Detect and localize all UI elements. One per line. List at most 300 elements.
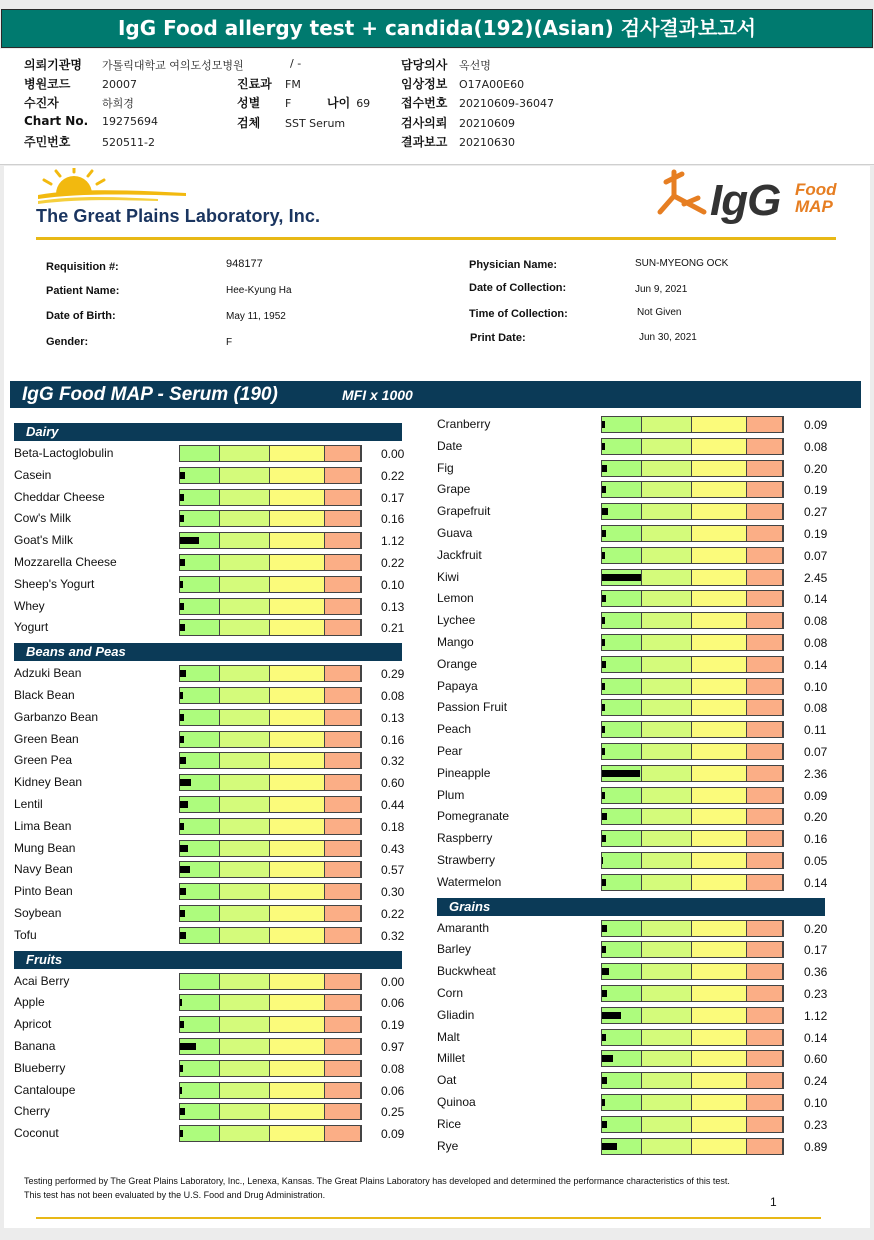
bar-zone xyxy=(642,853,692,868)
bar-zone xyxy=(220,1039,270,1054)
patient-name-label: Patient Name: xyxy=(46,285,120,297)
bar-zone xyxy=(270,906,325,921)
collection-time-value: Not Given xyxy=(637,307,682,318)
header-field-clinical-info xyxy=(401,75,524,92)
food-bar xyxy=(601,612,784,629)
bar-zone xyxy=(642,809,692,824)
food-bar xyxy=(179,489,362,506)
footer-disclaimer: Testing performed by The Great Plains Laboratory, Inc., Lenexa, Kansas. The Great Plains Laboratory has developed and determined the performance characteristics of this test. This test has not been evaluated by the U.S. Food and Drug Administration. xyxy=(24,1176,730,1200)
bar-zone xyxy=(180,906,220,921)
food-row-pineapple xyxy=(437,765,844,785)
bar-zone xyxy=(325,533,361,548)
divider xyxy=(36,237,836,240)
bar-zone xyxy=(747,1008,783,1023)
bar-zone xyxy=(270,995,325,1010)
food-value: 0.17 xyxy=(804,943,828,957)
bar-zone xyxy=(692,461,747,476)
food-name: Watermelon xyxy=(437,875,502,889)
bar-zone xyxy=(747,657,783,672)
food-bar xyxy=(179,532,362,549)
bar-zone xyxy=(325,775,361,790)
bar-zone xyxy=(747,700,783,715)
food-row-quinoa xyxy=(437,1094,844,1114)
bar-zone xyxy=(325,577,361,592)
food-bar xyxy=(601,569,784,586)
food-bar xyxy=(179,752,362,769)
bar-zone xyxy=(270,884,325,899)
food-row-date xyxy=(437,438,844,458)
food-row-pear xyxy=(437,743,844,763)
food-row-cow-s-milk xyxy=(14,510,421,530)
header-label: 의뢰기관명 xyxy=(24,58,82,72)
bar-zone xyxy=(270,1126,325,1141)
header-field-institution xyxy=(24,56,244,73)
food-value: 0.44 xyxy=(381,798,405,812)
food-bar xyxy=(601,787,784,804)
bar-zone xyxy=(325,995,361,1010)
food-bar xyxy=(601,1072,784,1089)
collection-time-label: Time of Collection: xyxy=(469,308,568,320)
food-value: 0.43 xyxy=(381,842,405,856)
bar-zone xyxy=(747,744,783,759)
bar-zone xyxy=(270,1061,325,1076)
bar-zone xyxy=(747,964,783,979)
food-name: Banana xyxy=(14,1039,56,1053)
bar-zone xyxy=(270,533,325,548)
bar-zone xyxy=(602,461,642,476)
bar-zone xyxy=(747,722,783,737)
header-value: 20210630 xyxy=(459,136,515,149)
food-bar xyxy=(601,481,784,498)
food-name: Mango xyxy=(437,635,474,649)
bar-zone xyxy=(602,809,642,824)
header-label: 나이 xyxy=(327,96,351,110)
header-label: 임상정보 xyxy=(401,77,448,91)
food-bar xyxy=(601,460,784,477)
food-name: Apricot xyxy=(14,1017,52,1031)
food-value: 0.10 xyxy=(381,578,405,592)
food-bar-fill xyxy=(180,515,184,522)
food-row-lima-bean xyxy=(14,818,421,838)
header-value: FM xyxy=(285,78,301,91)
header-value: 520511-2 xyxy=(102,136,155,149)
header-label: 성별 xyxy=(237,96,261,110)
food-bar xyxy=(601,808,784,825)
bar-zone xyxy=(180,974,220,989)
bar-zone xyxy=(180,577,220,592)
food-row-coconut xyxy=(14,1125,421,1145)
food-bar-fill xyxy=(180,714,184,721)
bar-zone xyxy=(692,744,747,759)
bar-zone xyxy=(747,831,783,846)
food-name: Cranberry xyxy=(437,417,491,431)
bar-zone xyxy=(602,1073,642,1088)
bar-zone xyxy=(642,482,692,497)
food-row-millet xyxy=(437,1050,844,1070)
food-row-pomegranate xyxy=(437,808,844,828)
food-value: 0.09 xyxy=(804,789,828,803)
header-label: Chart No. xyxy=(24,114,89,128)
food-bar-fill xyxy=(180,537,199,544)
header-value: O17A00E60 xyxy=(459,78,525,91)
food-value: 0.27 xyxy=(804,505,828,519)
header-field-specimen xyxy=(237,114,345,131)
bar-zone xyxy=(692,679,747,694)
header-label: 검사의뢰 xyxy=(401,116,448,130)
bar-zone xyxy=(747,591,783,606)
food-name: Oat xyxy=(437,1073,457,1087)
bar-zone xyxy=(325,710,361,725)
food-bar-fill xyxy=(602,661,606,668)
food-value: 0.00 xyxy=(381,975,405,989)
food-value: 0.13 xyxy=(381,711,405,725)
bar-zone xyxy=(325,1017,361,1032)
bar-zone xyxy=(325,555,361,570)
bar-zone xyxy=(270,468,325,483)
food-row-passion-fruit xyxy=(437,699,844,719)
food-value: 0.57 xyxy=(381,863,405,877)
bar-zone xyxy=(747,1030,783,1045)
bar-zone xyxy=(270,446,325,461)
bar-zone xyxy=(325,490,361,505)
section-header-grains: Grains xyxy=(437,898,825,916)
food-name: Whey xyxy=(14,599,45,613)
bar-zone xyxy=(602,831,642,846)
food-value: 0.23 xyxy=(804,1118,828,1132)
food-bar xyxy=(179,576,362,593)
food-name: Adzuki Bean xyxy=(14,666,82,680)
food-name: Pineapple xyxy=(437,766,491,780)
food-name: Soybean xyxy=(14,906,62,920)
food-bar xyxy=(179,1082,362,1099)
food-name: Mozzarella Cheese xyxy=(14,555,117,569)
bar-zone xyxy=(642,788,692,803)
bar-zone xyxy=(747,1073,783,1088)
food-value: 0.20 xyxy=(804,810,828,824)
food-name: Lychee xyxy=(437,613,476,627)
bar-zone xyxy=(642,1030,692,1045)
food-value: 0.20 xyxy=(804,462,828,476)
food-name: Mung Bean xyxy=(14,841,76,855)
food-bar-fill xyxy=(602,465,607,472)
food-bar-fill xyxy=(180,692,183,699)
food-value: 1.12 xyxy=(804,1009,828,1023)
bar-zone xyxy=(642,570,692,585)
bar-zone xyxy=(220,732,270,747)
food-row-peach xyxy=(437,721,844,741)
bar-zone xyxy=(692,831,747,846)
header-label: 주민번호 xyxy=(24,135,71,149)
food-bar xyxy=(601,525,784,542)
bar-zone xyxy=(747,1139,783,1154)
header-field-patient xyxy=(24,94,134,111)
bar-zone xyxy=(325,688,361,703)
food-bar xyxy=(179,774,362,791)
food-name: Jackfruit xyxy=(437,548,482,562)
food-bar-fill xyxy=(602,421,605,428)
food-value: 0.14 xyxy=(804,592,828,606)
section-header-fruits: Fruits xyxy=(14,951,402,969)
header-field-sex xyxy=(237,94,291,111)
bar-zone xyxy=(180,688,220,703)
food-bar xyxy=(601,547,784,564)
food-value: 0.16 xyxy=(804,832,828,846)
bar-zone xyxy=(602,657,642,672)
food-name: Lima Bean xyxy=(14,819,72,833)
food-value: 0.07 xyxy=(804,745,828,759)
bar-zone xyxy=(270,1039,325,1054)
food-bar xyxy=(601,634,784,651)
food-value: 0.19 xyxy=(381,1018,405,1032)
bar-zone xyxy=(220,620,270,635)
food-bar xyxy=(179,861,362,878)
food-bar-fill xyxy=(602,552,605,559)
food-value: 0.19 xyxy=(804,527,828,541)
food-row-buckwheat xyxy=(437,963,844,983)
bar-zone xyxy=(270,974,325,989)
food-bar-fill xyxy=(602,530,606,537)
bar-zone xyxy=(270,928,325,943)
bar-zone xyxy=(270,775,325,790)
divider xyxy=(36,1217,821,1219)
bar-zone xyxy=(325,753,361,768)
bar-zone xyxy=(602,548,642,563)
food-bar xyxy=(179,1125,362,1142)
bar-zone xyxy=(325,511,361,526)
food-name: Fig xyxy=(437,461,454,475)
bar-zone xyxy=(220,1061,270,1076)
food-value: 0.18 xyxy=(381,820,405,834)
food-row-gliadin xyxy=(437,1007,844,1027)
food-map-brand xyxy=(795,181,837,215)
header-field-ward xyxy=(284,56,301,70)
food-row-grapefruit xyxy=(437,503,844,523)
bar-zone xyxy=(747,809,783,824)
food-value: 0.06 xyxy=(381,996,405,1010)
food-bar-fill xyxy=(602,879,606,886)
food-bar-fill xyxy=(180,801,188,808)
bar-zone xyxy=(692,1051,747,1066)
bar-zone xyxy=(325,906,361,921)
food-value: 0.20 xyxy=(804,922,828,936)
bar-zone xyxy=(602,613,642,628)
bar-zone xyxy=(180,599,220,614)
bar-zone xyxy=(602,439,642,454)
food-bar xyxy=(601,1116,784,1133)
bar-zone xyxy=(747,504,783,519)
food-value: 0.17 xyxy=(381,491,405,505)
bar-zone xyxy=(180,1017,220,1032)
food-name: Gliadin xyxy=(437,1008,475,1022)
food-value: 0.19 xyxy=(804,483,828,497)
physician-value: SUN-MYEONG OCK xyxy=(635,258,729,269)
bar-zone xyxy=(180,490,220,505)
header-value: / - xyxy=(290,57,302,70)
header-label: 검체 xyxy=(237,116,261,130)
bar-zone xyxy=(270,732,325,747)
bar-zone xyxy=(220,688,270,703)
bar-zone xyxy=(642,417,692,432)
food-bar xyxy=(179,883,362,900)
food-bar xyxy=(601,963,784,980)
bar-zone xyxy=(220,1083,270,1098)
bar-zone xyxy=(692,1117,747,1132)
food-name: Goat's Milk xyxy=(14,533,73,547)
food-value: 0.07 xyxy=(804,549,828,563)
food-bar xyxy=(179,840,362,857)
food-bar-fill xyxy=(602,1121,607,1128)
food-bar-fill xyxy=(602,946,606,953)
header-value: SST Serum xyxy=(285,117,346,130)
bar-zone xyxy=(180,1126,220,1141)
requisition-value: 948177 xyxy=(226,258,263,270)
food-bar-fill xyxy=(180,559,185,566)
food-row-amaranth xyxy=(437,920,844,940)
food-bar-fill xyxy=(180,779,191,786)
bar-zone xyxy=(220,995,270,1010)
food-bar-fill xyxy=(602,748,605,755)
food-row-raspberry xyxy=(437,830,844,850)
food-bar xyxy=(601,590,784,607)
bar-zone xyxy=(325,884,361,899)
bar-zone xyxy=(692,964,747,979)
bar-zone xyxy=(325,928,361,943)
food-bar-fill xyxy=(180,624,185,631)
food-row-orange xyxy=(437,656,844,676)
food-name: Rice xyxy=(437,1117,462,1131)
food-row-barley xyxy=(437,941,844,961)
food-row-green-pea xyxy=(14,752,421,772)
food-name: Millet xyxy=(437,1051,466,1065)
food-bar xyxy=(179,927,362,944)
bar-zone xyxy=(692,1139,747,1154)
food-name: Guava xyxy=(437,526,473,540)
physician-label: Physician Name: xyxy=(469,259,558,271)
header-field-age xyxy=(327,94,370,111)
bar-zone xyxy=(602,788,642,803)
food-row-papaya xyxy=(437,678,844,698)
food-row-mung-bean xyxy=(14,840,421,860)
section-header-beans-and-peas: Beans and Peas xyxy=(14,643,402,661)
food-value: 0.60 xyxy=(804,1052,828,1066)
food-name: Cherry xyxy=(14,1104,51,1118)
bar-zone xyxy=(220,862,270,877)
bar-zone xyxy=(642,986,692,1001)
food-value: 0.60 xyxy=(381,776,405,790)
food-row-cantaloupe xyxy=(14,1082,421,1102)
bar-zone xyxy=(692,548,747,563)
food-value: 0.22 xyxy=(381,469,405,483)
bar-zone xyxy=(220,841,270,856)
bar-zone xyxy=(747,853,783,868)
food-bar-fill xyxy=(180,823,184,830)
bar-zone xyxy=(747,986,783,1001)
bar-zone xyxy=(602,526,642,541)
bar-zone xyxy=(692,986,747,1001)
bar-zone xyxy=(692,1073,747,1088)
bar-zone xyxy=(602,986,642,1001)
bar-zone xyxy=(325,666,361,681)
bar-zone xyxy=(642,766,692,781)
food-bar-fill xyxy=(602,617,605,624)
header-value: F xyxy=(285,97,292,110)
food-bar-fill xyxy=(602,1099,605,1106)
bar-zone xyxy=(220,533,270,548)
food-name: Cow's Milk xyxy=(14,511,71,525)
food-bar xyxy=(179,510,362,527)
food-bar-fill xyxy=(602,813,607,820)
food-bar-fill xyxy=(602,1143,617,1150)
bar-zone xyxy=(180,732,220,747)
food-bar xyxy=(179,709,362,726)
bar-zone xyxy=(270,599,325,614)
food-name: Casein xyxy=(14,468,52,482)
header-field-request-date xyxy=(401,114,515,131)
food-row-yogurt xyxy=(14,619,421,639)
bar-zone xyxy=(692,921,747,936)
food-bar xyxy=(601,874,784,891)
bar-zone xyxy=(747,679,783,694)
food-row-guava xyxy=(437,525,844,545)
page-number: 1 xyxy=(770,1195,777,1209)
food-bar xyxy=(601,699,784,716)
food-value: 0.21 xyxy=(381,621,405,635)
bar-zone xyxy=(747,788,783,803)
food-bar xyxy=(601,765,784,782)
food-bar xyxy=(601,416,784,433)
food-name: Green Pea xyxy=(14,753,73,767)
food-name: Raspberry xyxy=(437,831,493,845)
bar-zone xyxy=(220,974,270,989)
food-row-fig xyxy=(437,460,844,480)
bar-zone xyxy=(747,482,783,497)
food-name: Green Bean xyxy=(14,732,79,746)
food-name: Cantaloupe xyxy=(14,1083,76,1097)
bar-zone xyxy=(602,875,642,890)
food-name: Apple xyxy=(14,995,45,1009)
food-row-sheep-s-yogurt xyxy=(14,576,421,596)
food-name: Malt xyxy=(437,1030,460,1044)
food-bar xyxy=(179,1060,362,1077)
food-row-tofu xyxy=(14,927,421,947)
bar-zone xyxy=(325,1039,361,1054)
food-bar-fill xyxy=(602,595,606,602)
food-bar-fill xyxy=(180,845,188,852)
food-value: 0.36 xyxy=(804,965,828,979)
bar-zone xyxy=(747,1117,783,1132)
food-name: Pinto Bean xyxy=(14,884,73,898)
food-row-apple xyxy=(14,994,421,1014)
antibody-icon xyxy=(652,168,712,218)
header-label: 결과보고 xyxy=(401,135,448,149)
food-row-lychee xyxy=(437,612,844,632)
bar-zone xyxy=(325,841,361,856)
bar-zone xyxy=(270,819,325,834)
food-row-garbanzo-bean xyxy=(14,709,421,729)
food-bar-fill xyxy=(602,835,606,842)
food-name: Black Bean xyxy=(14,688,75,702)
header-value: 옥선명 xyxy=(459,59,491,72)
bar-zone xyxy=(602,853,642,868)
food-row-lentil xyxy=(14,796,421,816)
food-value: 0.09 xyxy=(381,1127,405,1141)
bar-zone xyxy=(642,700,692,715)
food-row-plum xyxy=(437,787,844,807)
bar-zone xyxy=(602,482,642,497)
bar-zone xyxy=(602,635,642,650)
food-row-strawberry xyxy=(437,852,844,872)
bar-zone xyxy=(602,744,642,759)
